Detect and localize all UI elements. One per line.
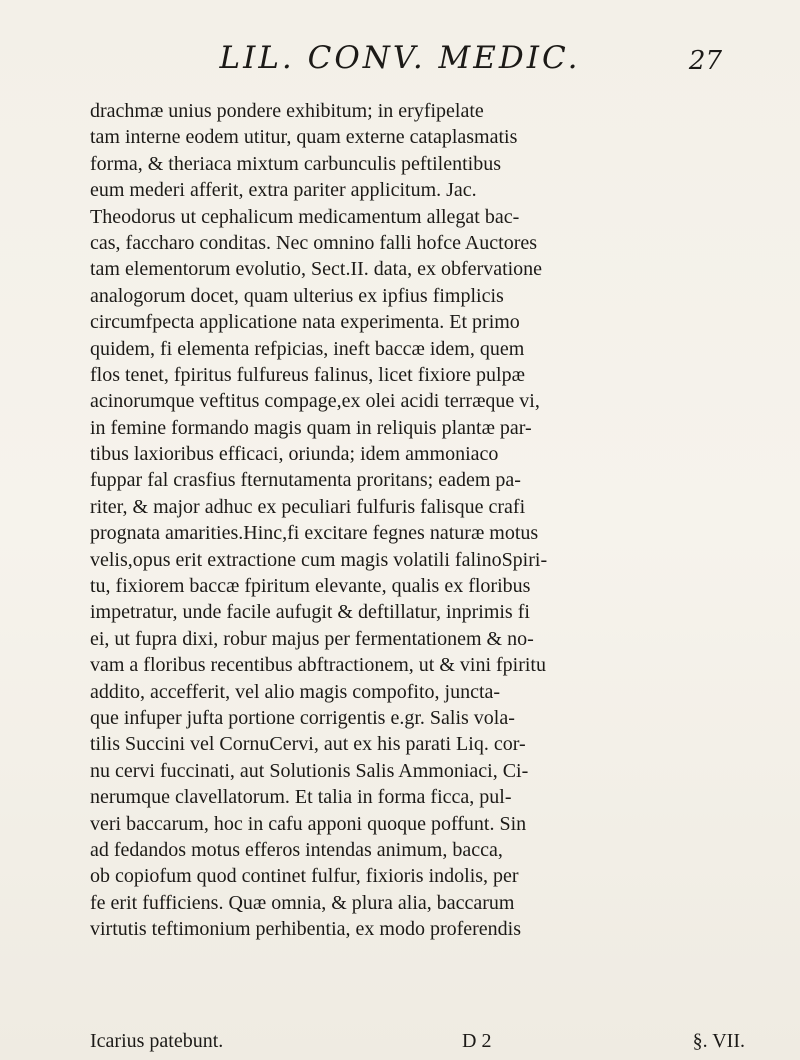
text-line: tilis Succini vel CornuCervi, aut ex his parati Liq. cor- [90,733,526,756]
text-line: tu, fixiorem baccæ fpiritum elevante, qualis ex floribus [90,575,531,598]
text-line: circumfpecta applicatione nata experimenta. Et primo [90,311,520,334]
text-line: quidem, fi elementa refpicias, ineft baccæ idem, quem [90,337,525,360]
text-line: prognata amarities.Hinc,fi excitare fegnes naturæ motus [90,522,539,545]
text-line: Theodorus ut cephalicum medicamentum allegat bac- [90,205,520,228]
text-line: velis,opus erit extractione cum magis volatili falinoSpiri- [90,548,548,571]
signature-mark: D 2 [462,1030,492,1052]
text-line: fuppar fal crasfius fternutamenta proritans; eadem pa- [90,469,521,492]
body-text [90,98,745,943]
text-line: analogorum docet, quam ulterius ex ipfius fimplicis [90,284,504,307]
catch-word: Icarius patebunt. [90,1030,224,1052]
page-number: 27 [688,46,722,76]
text-line: in femine formando magis quam in reliquis plantæ par- [90,416,532,439]
text-line: tam elementorum evolutio, Sect.II. data, ex obfervatione [90,258,543,281]
text-line: drachmæ unius pondere exhibitum; in eryfipelate [90,100,484,122]
page-footer [90,1028,745,1054]
running-title: LIL. CONV. MEDIC. [219,40,581,76]
text-line: vam a floribus recentibus abftractionem, ut & vini fpiritu [90,654,546,677]
text-line: addito, accefferit, vel alio magis compofito, juncta- [90,680,501,703]
text-line: flos tenet, fpiritus fulfureus falinus, licet fixiore pulpæ [90,363,525,386]
text-line: acinorumque veftitus compage,ex olei acidi terræque vi, [90,390,540,413]
text-line: eum mederi afferit, extra pariter applicitum. Jac. [90,179,477,202]
text-line: nu cervi fuccinati, aut Solutionis Salis Ammoniaci, Ci- [90,759,529,782]
text-line: ad fedandos motus efferos intendas animum, bacca, [90,838,503,861]
text-line: tam interne eodem utitur, quam externe cataplasmatis [90,126,518,149]
text-line: fe erit fufficiens. Quæ omnia, & plura alia, baccarum [90,891,515,914]
text-line: impetratur, unde facile aufugit & deftillatur, inprimis fi [90,601,530,624]
text-line: forma, & theriaca mixtum carbunculis peftilentibus [90,152,501,175]
page-header [0,36,800,86]
text-line: ob copiofum quod continet fulfur, fixioris indolis, per [90,865,519,888]
text-line: cas, faccharo conditas. Nec omnino falli hofce Auctores [90,231,538,254]
text-line: nerumque clavellatorum. Et talia in forma ficca, pul- [90,786,512,809]
text-line: veri baccarum, hoc in cafu apponi quoque poffunt. Sin [90,812,527,835]
text-line: tibus laxioribus efficaci, oriunda; idem ammoniaco [90,443,499,466]
text-line: virtutis teftimonium perhibentia, ex modo proferendis [90,918,522,941]
text-line: riter, & major adhuc ex peculiari fulfuris falisque crafi [90,495,526,518]
text-line: ei, ut fupra dixi, robur majus per fermentationem & no- [90,627,534,650]
text-line: que infuper jufta portione corrigentis e.gr. Salis vola- [90,706,515,729]
section-reference: §. VII. [692,1030,745,1052]
